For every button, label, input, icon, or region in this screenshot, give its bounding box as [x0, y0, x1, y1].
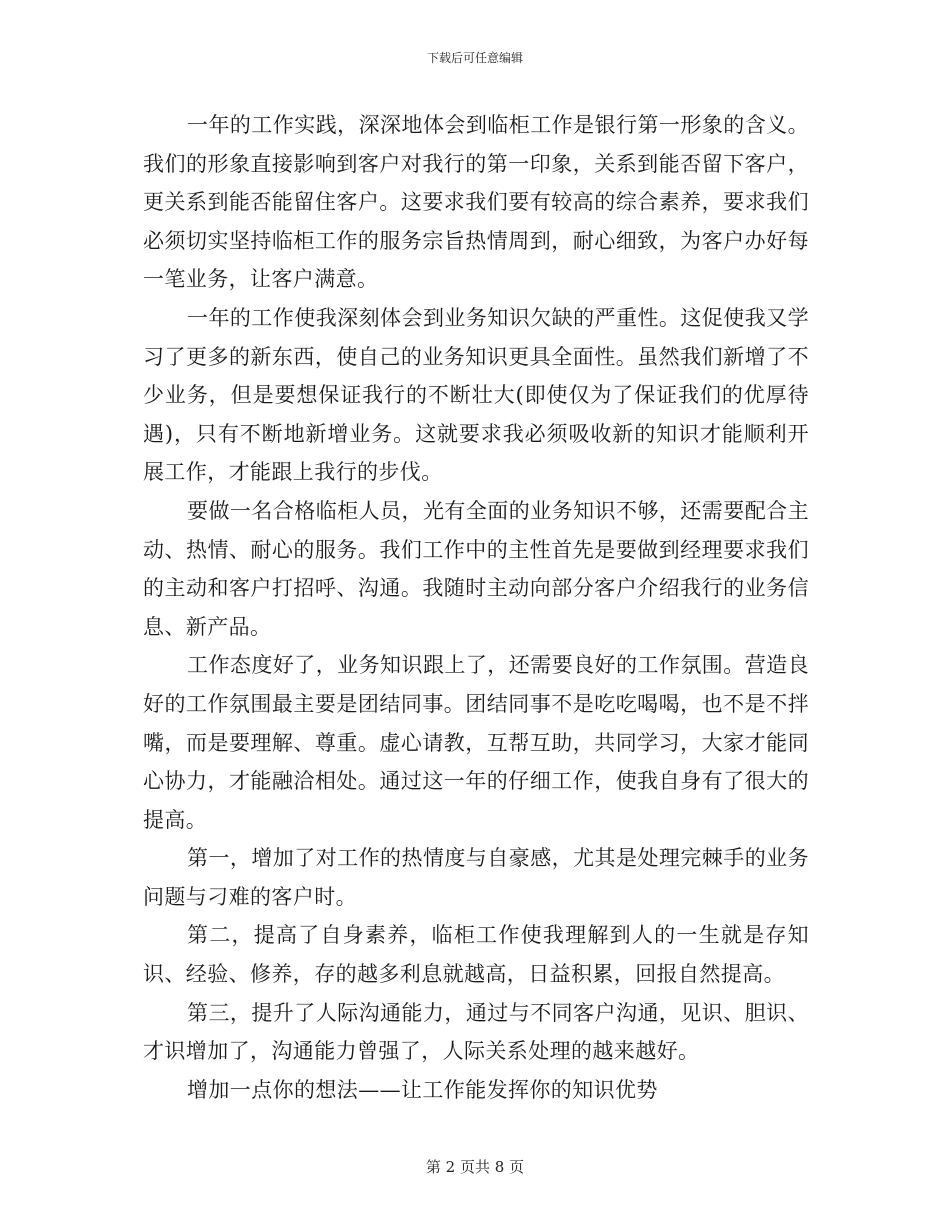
paragraph-counter-image: 一年的工作实践，深深地体会到临柜工作是银行第一形象的含义。我们的形象直接影响到客户对我行的第一印象，关系到能否留下客户，更关系到能否能留住客户。这要求我们要有较高的综合素养，要求我们必须切实坚持临柜工作的服务宗旨热情周到，耐心细致，为客户办好每一笔业务，让客户满意。: [143, 113, 809, 292]
paragraph-point-two: 第二，提高了自身素养，临柜工作使我理解到人的一生就是存知识、经验、修养，存的越多利息就越高，日益积累，回报自然提高。: [143, 923, 809, 987]
page-header: 下载后可任意编辑: [426, 51, 523, 65]
paragraph-closing-idea: 增加一点你的想法——让工作能发挥你的知识优势: [187, 1077, 658, 1102]
paragraph-point-one: 第一，增加了对工作的热情度与自豪感，尤其是处理完棘手的业务问题与刁难的客户时。: [143, 846, 809, 909]
paragraph-work-atmosphere: 工作态度好了，业务知识跟上了，还需要良好的工作氛围。营造良好的工作氛围最主要是团结同事。团结同事不是吃吃喝喝，也不是不拌嘴，而是要理解、尊重。虚心请教，互帮互助，共同学习，大家才能同心协力，才能融洽相处。通过这一年的仔细工作，使我自身有了很大的提高。: [143, 653, 809, 832]
paragraph-business-knowledge: 一年的工作使我深刻体会到业务知识欠缺的严重性。这促使我又学习了更多的新东西，使自己的业务知识更具全面性。虽然我们新增了不少业务，但是要想保证我行的不断壮大(即使仅为了保证我们的优厚待遇)，只有不断地新增业务。这就要求我必须吸收新的知识才能顺利开展工作，才能跟上我行的步伐。: [143, 305, 809, 485]
page-footer: 第 2 页共 8 页: [425, 1158, 525, 1176]
document-body: [143, 106, 809, 1109]
paragraph-point-three: 第三，提升了人际沟通能力，通过与不同客户沟通，见识、胆识、才识增加了，沟通能力曾强了，人际关系处理的越来越好。: [143, 1000, 809, 1064]
paragraph-service-attitude: 要做一名合格临柜人员，光有全面的业务知识不够，还需要配合主动、热情、耐心的服务。我们工作中的主性首先是要做到经理要求我们的主动和客户打招呼、沟通。我随时主动向部分客户介绍我行的业务信息、新产品。: [143, 498, 809, 639]
